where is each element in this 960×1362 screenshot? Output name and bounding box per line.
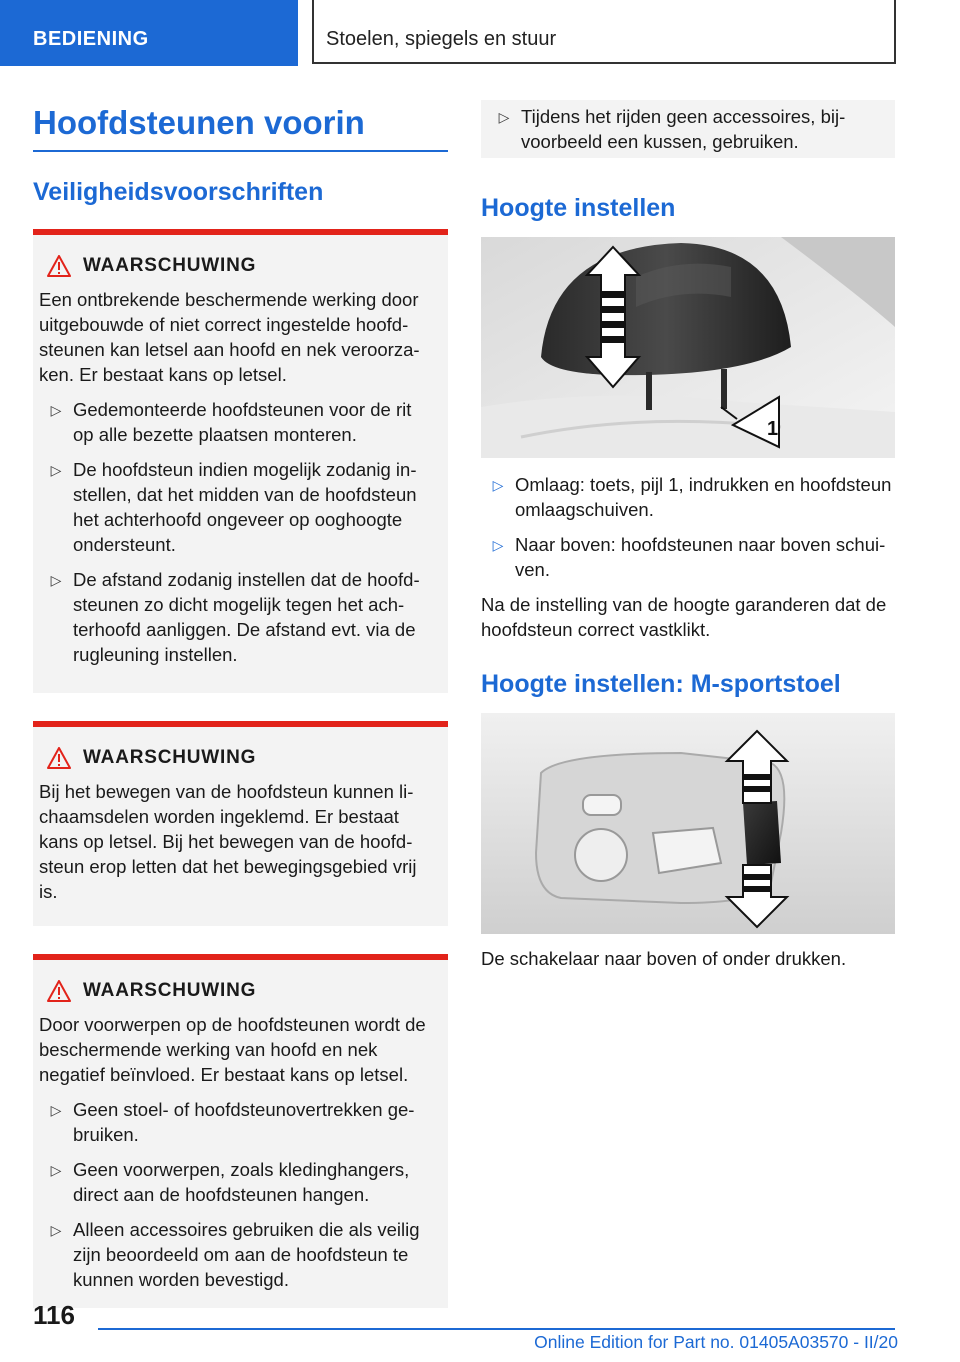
warning-box-1 <box>33 229 448 693</box>
page-header <box>0 0 960 66</box>
height-heading: Hoogte instellen <box>481 194 676 222</box>
warning-title: WAARSCHUWING <box>83 980 257 1001</box>
callout-number: 1 <box>767 418 779 440</box>
list-item: ▷ De afstand zodanig instellen dat de hoofdsteunen zo dicht mogelijk tegen het achterhoofd aanliggen. De afstand evt. via de rugleuning instellen. <box>39 567 436 667</box>
list-item: ▷ Omlaag: toets, pijl 1, indrukken en hoofdsteun omlaagschuiven. <box>481 472 895 522</box>
warning-title: WAARSCHUWING <box>83 255 257 276</box>
list-item: ▷ Geen stoel- of hoofdsteunovertrekken gebruiken. <box>39 1097 436 1147</box>
section-tab: BEDIENING <box>0 0 298 66</box>
height-note: Na de instelling van de hoogte garanderen dat de hoofdsteun correct vastklikt. <box>481 594 887 640</box>
warning-box-3 <box>33 954 448 1308</box>
warning-text: Bij het bewegen van de hoofdsteun kunnen lichaamsdelen worden ingeklemd. Er bestaat kans op letsel. Bij het bewegen van de hoofdsteun erop letten dat het bewegingsgebied vrij is. <box>39 781 417 902</box>
footer-divider <box>98 1328 895 1330</box>
bullet-triangle-icon: ▷ <box>498 109 510 125</box>
left-column <box>33 100 448 1308</box>
headrest-height-image <box>481 237 895 458</box>
bullet-triangle-icon: ▷ <box>50 1222 62 1238</box>
warning-triangle-icon <box>47 980 71 1002</box>
warning-text: Een ontbrekende beschermende werking door uitgebouwde of niet correct ingestelde hoofdsteunen kan letsel aan hoofd en nek veroorzaken. Er bestaat kans op letsel. <box>39 289 420 385</box>
bullet-triangle-icon: ▷ <box>50 1162 62 1178</box>
msport-heading: Hoogte instellen: M-sportstoel <box>481 670 841 698</box>
warning-triangle-icon <box>47 255 71 277</box>
list-item: ▷ De hoofdsteun indien mogelijk zodanig instellen, dat het midden van de hoofdsteun het achterhoofd ongeveer op ooghoogte ondersteunt. <box>39 457 436 557</box>
warning-box-2 <box>33 721 448 926</box>
page-number: 116 <box>33 1300 75 1330</box>
warning-title: WAARSCHUWING <box>83 747 257 768</box>
bullet-triangle-icon: ▷ <box>50 402 62 418</box>
footer-edition: Online Edition for Part no. 01405A03570 - II/20 <box>534 1332 898 1352</box>
bullet-triangle-icon: ▷ <box>50 1102 62 1118</box>
list-item: ▷ Alleen accessoires gebruiken die als veilig zijn beoordeeld om aan de hoofdsteun te kunnen worden bevestigd. <box>39 1217 436 1292</box>
list-item: ▷ Gedemonteerde hoofdsteunen voor de rit op alle bezette plaatsen monteren. <box>39 397 436 447</box>
warning-triangle-icon <box>47 747 71 769</box>
list-item: ▷ Geen voorwerpen, zoals kledinghangers, direct aan de hoofdsteunen hangen. <box>39 1157 436 1207</box>
continued-warning-box <box>481 100 895 158</box>
bullet-triangle-icon: ▷ <box>492 537 504 553</box>
bullet-triangle-icon: ▷ <box>492 477 504 493</box>
chapter-title: Stoelen, spiegels en stuur <box>312 0 896 64</box>
warning-text: Door voorwerpen op de hoofdsteunen wordt de beschermende werking van hoofd en nek negatief beïnvloed. Er bestaat kans op letsel. <box>39 1014 426 1085</box>
msport-switch-image <box>481 713 895 934</box>
list-item: ▷ Naar boven: hoofdsteunen naar boven schuiven. <box>481 532 895 582</box>
page-title: Hoofdsteunen voorin <box>33 100 448 152</box>
right-column <box>481 100 895 971</box>
msport-text: De schakelaar naar boven of onder drukken. <box>481 948 847 969</box>
list-item: ▷ Tijdens het rijden geen accessoires, bijvoorbeeld een kussen, gebruiken. <box>487 104 887 154</box>
safety-heading: Veiligheidsvoorschriften <box>33 178 324 206</box>
bullet-triangle-icon: ▷ <box>50 572 62 588</box>
bullet-triangle-icon: ▷ <box>50 462 62 478</box>
